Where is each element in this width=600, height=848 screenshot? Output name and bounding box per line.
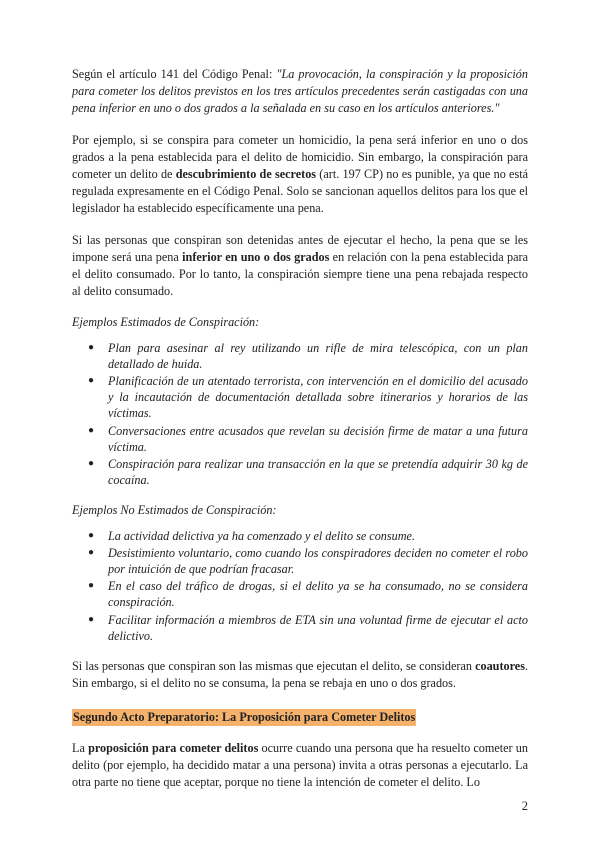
bullet-icon: ●	[88, 546, 95, 558]
paragraph-text: Si las personas que conspiran son detenidas antes de ejecutar el hecho, la pena que se les impone será una pena	[72, 232, 528, 264]
bold-term: descubrimiento de secretos	[175, 167, 317, 182]
list-item	[72, 456, 528, 488]
paragraph-text: en relación con la pena establecida para el delito consumado. Por lo tanto, la conspiración siempre tiene una pena rebajada respecto al delito consumado.	[72, 249, 528, 299]
bullet-icon: ●	[88, 341, 95, 353]
bullet-icon: ●	[88, 375, 95, 387]
bullet-icon: ●	[88, 424, 95, 436]
list-item	[72, 373, 528, 422]
paragraph-coautores	[72, 658, 528, 692]
list-item-text: La actividad delictiva ya ha comenzado y el delito se consume.	[108, 528, 415, 543]
bold-term: proposición para cometer delitos	[88, 740, 259, 755]
page-number: 2	[521, 799, 528, 813]
list-item-text: Facilitar información a miembros de ETA sin una voluntad firme de ejecutar el acto delictivo.	[108, 612, 528, 643]
bullet-icon: ●	[88, 613, 95, 625]
list-item-text: Desistimiento voluntario, como cuando los conspiradores deciden no cometer el robo por intuición de que podrían fracasar.	[108, 545, 528, 577]
paragraph-text: La	[72, 740, 89, 755]
list-item	[72, 612, 528, 644]
list-item	[72, 528, 528, 544]
bullet-icon: ●	[88, 580, 95, 592]
list-item-text: Plan para asesinar al rey utilizando un rifle de mira telescópica, con un plan detallado de huida.	[108, 340, 528, 371]
paragraph-text: Si las personas que conspiran son las mismas que ejecutan el delito, se consideran	[72, 659, 476, 674]
bullet-icon: ●	[88, 529, 95, 541]
list-title-no-estimados: Ejemplos No Estimados de Conspiración:	[72, 503, 277, 518]
article-quote: "La provocación, la conspiración y la proposición para cometer los delitos previstos en los tres artículos precedentes serán castigadas con una pena inferior en uno o dos grados a la señalada en su caso en los artículos anteriores."	[72, 67, 528, 116]
bold-term: inferior en uno o dos grados	[182, 249, 330, 264]
section-heading-highlighted: Segundo Acto Preparatorio: La Proposición para Cometer Delitos	[73, 709, 416, 724]
list-item	[72, 578, 528, 610]
paragraph-detenidas	[72, 232, 528, 301]
list-item	[72, 423, 528, 455]
list-no-estimados	[72, 528, 528, 644]
paragraph-example-homicidio	[72, 132, 528, 218]
list-item-text: Conversaciones entre acusados que revelan su decisión firme de matar a una futura víctima.	[108, 423, 528, 454]
paragraph-proposicion	[72, 740, 528, 792]
list-item-text: En el caso del tráfico de drogas, si el delito ya se ha consumado, no se considera conspiración.	[108, 579, 528, 610]
paragraph-text: ocurre cuando una persona que ha resuelto cometer un delito (por ejemplo, ha decidido matar a una persona) invita a otras personas a ejecutarlo. La otra parte no tiene que aceptar, porque no tiene la intención de cometer el delito. Lo	[72, 740, 528, 789]
paragraph-text: . Sin embargo, si el delito no se consuma, la pena se rebaja en uno o dos grados.	[72, 659, 528, 691]
bullet-icon: ●	[88, 458, 95, 470]
paragraph-text: Por ejemplo, si se conspira para cometer un homicidio, la pena será inferior en uno o dos grados a la pena establecida para el delito de homicidio. Sin embargo, la conspiración para cometer un delito de	[72, 132, 528, 182]
list-item	[72, 545, 528, 577]
list-item-text: Conspiración para realizar una transacción en la que se pretendía adquirir 30 kg de cocaína.	[108, 457, 528, 488]
paragraph-text: (art. 197 CP) no es punible, ya que no está regulada expresamente en el Código Penal. Solo se sancionan aquellos delitos para los que el legislador ha establecido específicamente una pena.	[72, 167, 528, 216]
paragraph-article-141	[72, 66, 528, 118]
document-page	[72, 66, 528, 791]
list-title-estimados: Ejemplos Estimados de Conspiración:	[72, 315, 260, 330]
bold-term: coautores	[475, 659, 525, 674]
list-item	[72, 340, 528, 372]
list-estimados	[72, 340, 528, 489]
paragraph-text: Según el artículo 141 del Código Penal:	[72, 67, 277, 81]
list-item-text: Planificación de un atentado terrorista, con intervención en el domicilio del acusado y la incautación de documentación detallada sobre itinerarios y horarios de las víctimas.	[108, 374, 528, 421]
